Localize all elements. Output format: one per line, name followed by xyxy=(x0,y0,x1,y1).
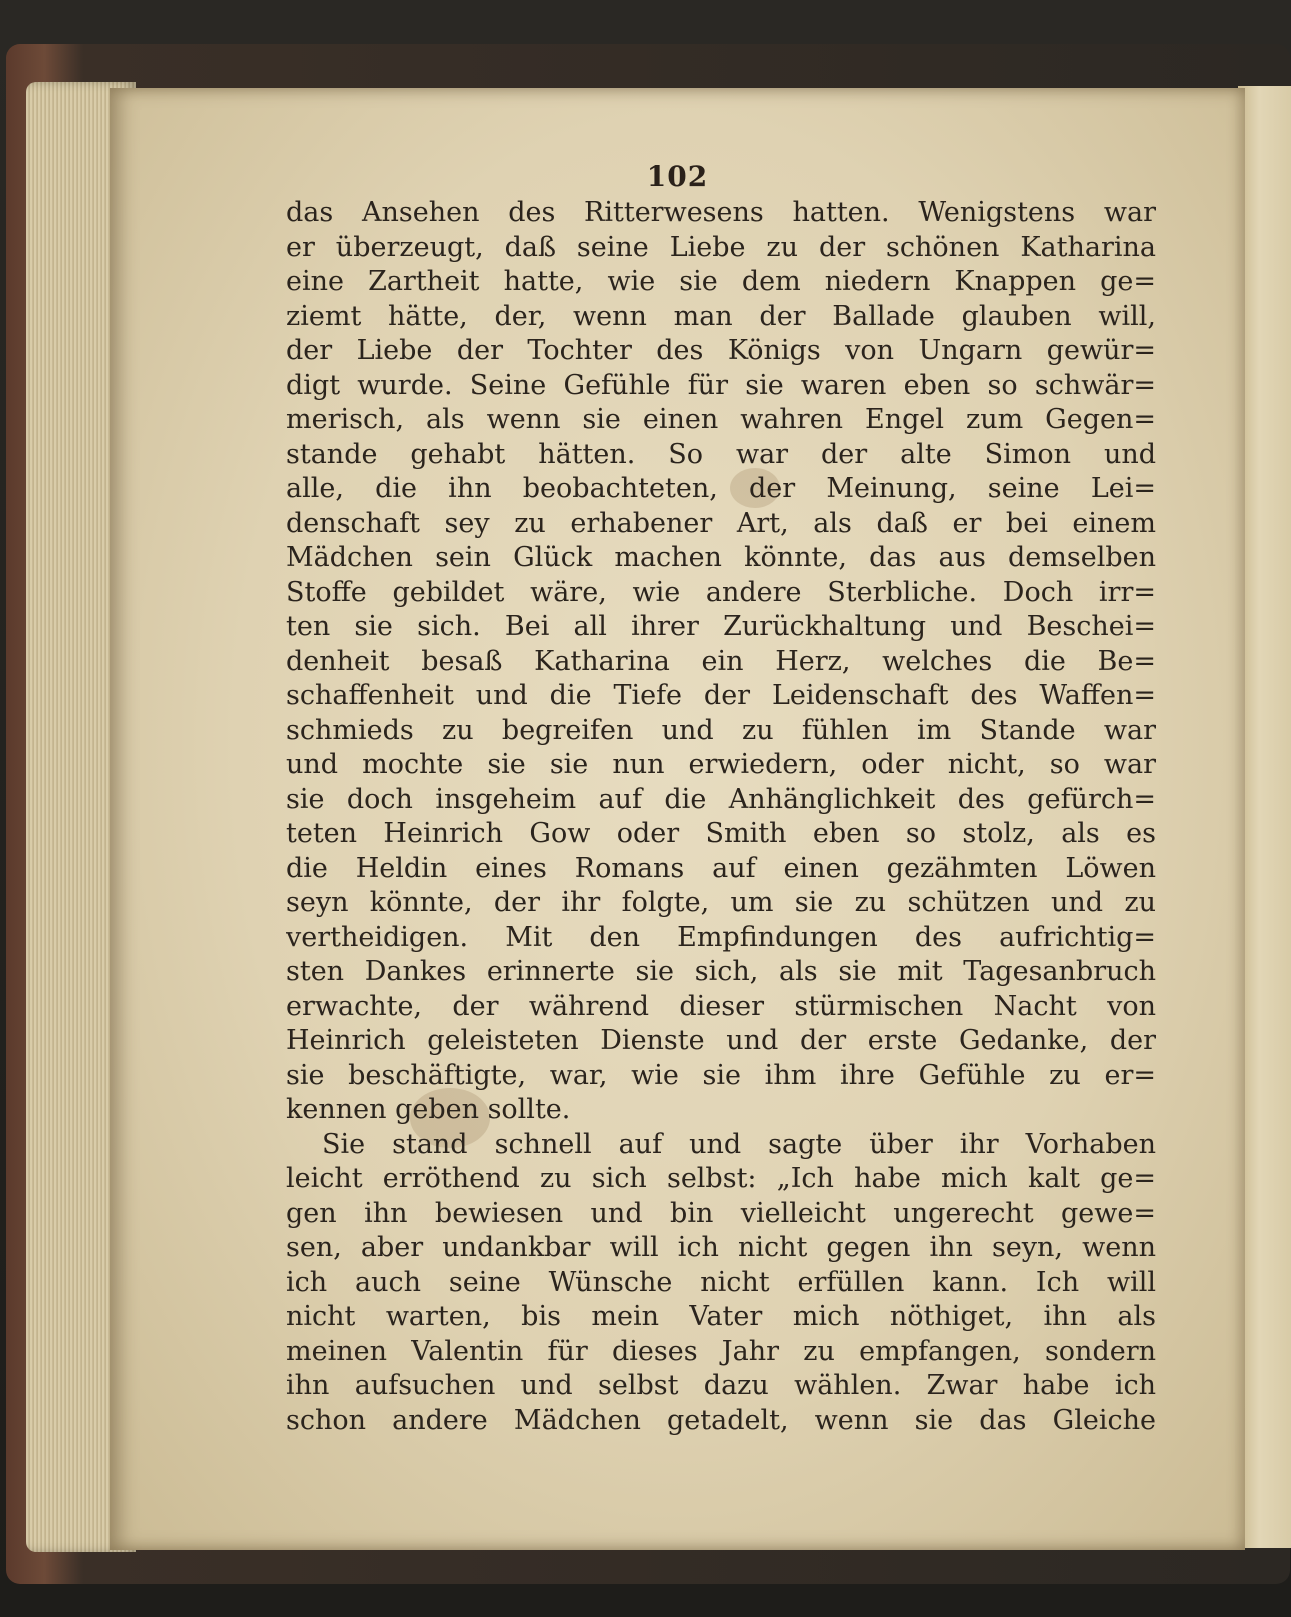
text-line: denheit besaß Katharina ein Herz, welches die Be= xyxy=(286,645,1156,677)
text-line: vertheidigen. Mit den Empfindungen des aufrichtig= xyxy=(286,921,1156,953)
text-line: und mochte sie sie nun erwiedern, oder nicht, so war xyxy=(286,749,1156,780)
text-line: leicht erröthend zu sich selbst: „Ich habe mich kalt ge= xyxy=(286,1163,1156,1194)
text-line: schmieds zu begreifen und zu fühlen im Stande war xyxy=(286,714,1156,746)
text-line: sie doch insgeheim auf die Anhänglichkeit des gefürch= xyxy=(286,783,1156,815)
paragraph-end-line: kennen geben sollte. xyxy=(286,1094,571,1125)
text-line: Stoffe gebildet wäre, wie andere Sterbliche. Doch irr= xyxy=(286,576,1156,608)
text-line: die Heldin eines Romans auf einen gezähmten Löwen xyxy=(286,852,1156,884)
text-line: ihn aufsuchen und selbst dazu wählen. Zwar habe ich xyxy=(286,1370,1156,1401)
text-line: schon andere Mädchen getadelt, wenn sie das Gleiche xyxy=(286,1404,1156,1436)
text-line: meinen Valentin für dieses Jahr zu empfangen, sondern xyxy=(286,1335,1156,1367)
page-number: 102 xyxy=(646,160,709,193)
text-line: ziemt hätte, der, wenn man der Ballade glauben will, xyxy=(286,300,1156,332)
text-line: schaffenheit und die Tiefe der Leidenschaft des Waffen= xyxy=(286,680,1156,711)
text-line: Heinrich geleisteten Dienste und der erste Gedanke, der xyxy=(286,1025,1156,1056)
text-line: ich auch seine Wünsche nicht erfüllen kann. Ich will xyxy=(286,1266,1156,1298)
text-line: sie beschäftigte, war, wie sie ihm ihre Gefühle zu er= xyxy=(286,1059,1156,1091)
text-line: er überzeugt, daß seine Liebe zu der schönen Katharina xyxy=(286,231,1156,263)
text-line: alle, die ihn beobachteten, der Meinung, seine Lei= xyxy=(286,473,1156,504)
text-line: eine Zartheit hatte, wie sie dem niedern Knappen ge= xyxy=(286,266,1156,297)
text-line: ten sie sich. Bei all ihrer Zurückhaltung und Beschei= xyxy=(286,611,1156,642)
next-page-edge xyxy=(1238,86,1291,1548)
body-text xyxy=(286,196,1156,1438)
text-line: sen, aber undankbar will ich nicht gegen ihn seyn, wenn xyxy=(286,1232,1156,1263)
text-line: teten Heinrich Gow oder Smith eben so stolz, als es xyxy=(286,818,1156,849)
book-page xyxy=(110,88,1245,1550)
text-line: erwachte, der während dieser stürmischen Nacht von xyxy=(286,990,1156,1022)
paragraph-start-line: Sie stand schnell auf und sagte über ihr Vorhaben xyxy=(322,1128,1156,1160)
text-line: Mädchen sein Glück machen könnte, das aus demselben xyxy=(286,542,1156,573)
text-line: das Ansehen des Ritterwesens hatten. Wenigstens war xyxy=(286,197,1156,228)
text-line: seyn könnte, der ihr folgte, um sie zu schützen und zu xyxy=(286,887,1156,918)
text-line: denschaft sey zu erhabener Art, als daß er bei einem xyxy=(286,507,1156,539)
text-line: sten Dankes erinnerte sie sich, als sie mit Tagesanbruch xyxy=(286,956,1156,987)
text-line: stande gehabt hätten. So war der alte Simon und xyxy=(286,438,1156,470)
text-line: merisch, als wenn sie einen wahren Engel zum Gegen= xyxy=(286,404,1156,435)
text-line: nicht warten, bis mein Vater mich nöthiget, ihn als xyxy=(286,1301,1156,1332)
text-line: gen ihn bewiesen und bin vielleicht ungerecht gewe= xyxy=(286,1197,1156,1229)
text-line: der Liebe der Tochter des Königs von Ungarn gewür= xyxy=(286,335,1156,366)
text-line: digt wurde. Seine Gefühle für sie waren eben so schwär= xyxy=(286,369,1156,401)
